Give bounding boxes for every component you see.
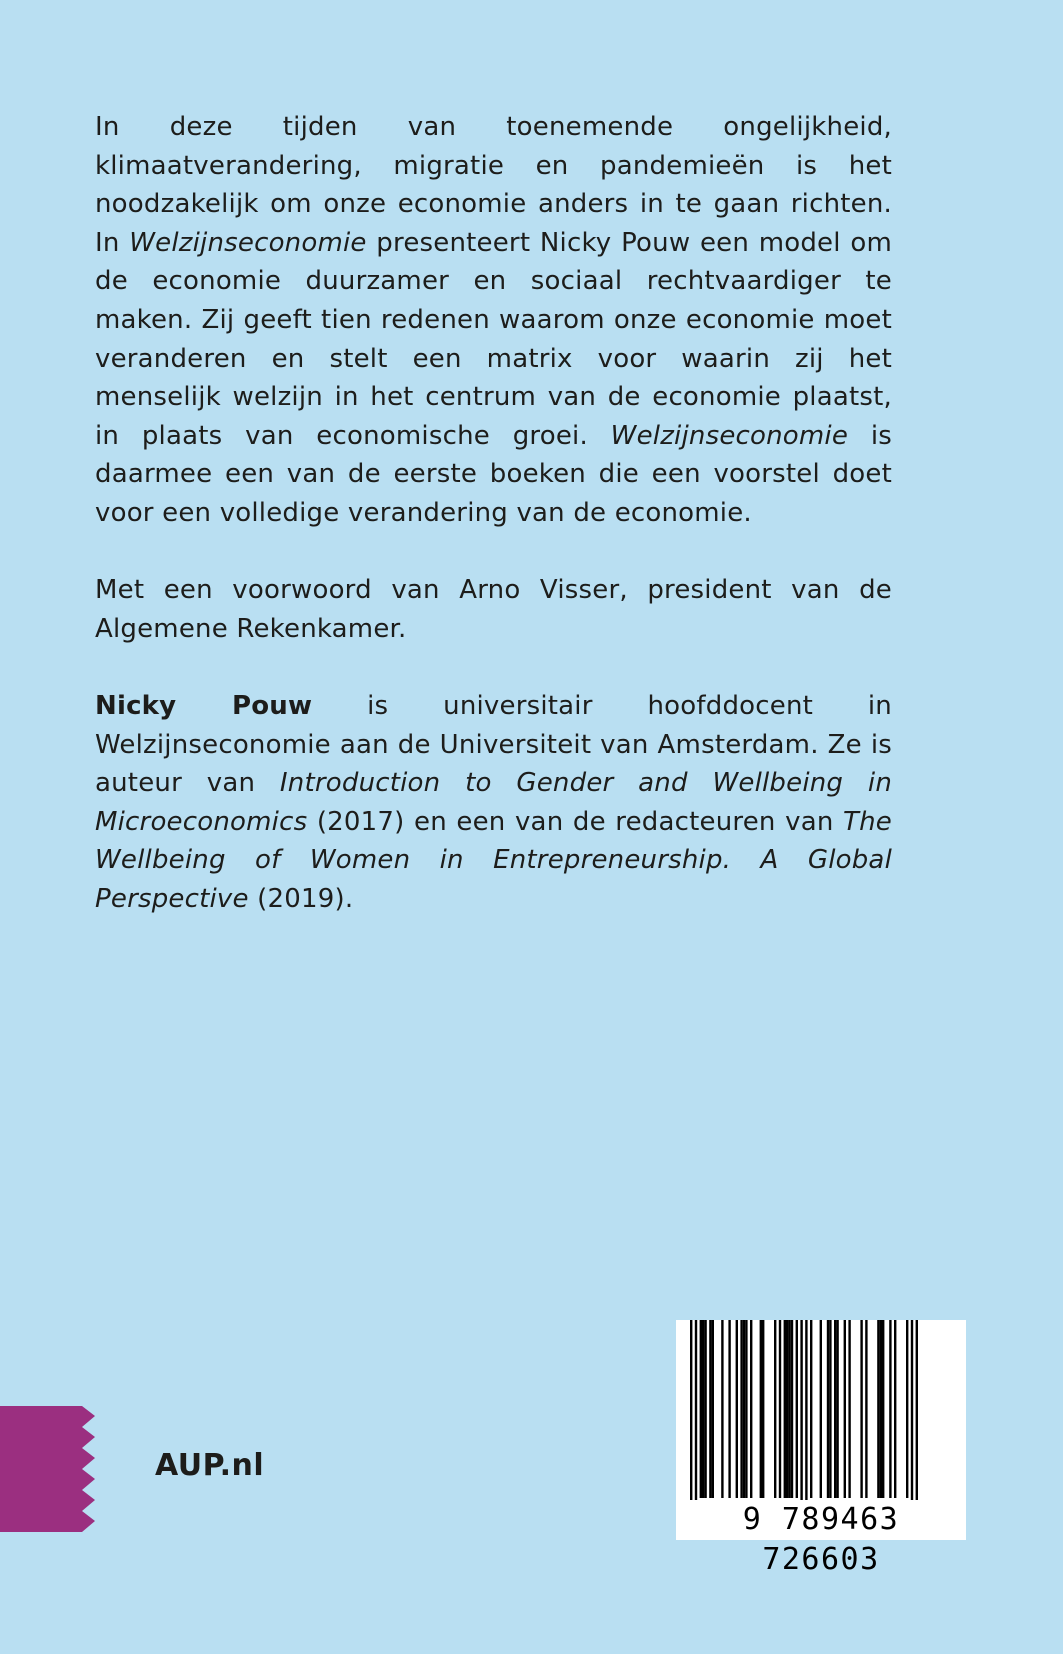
barcode-bar <box>836 1320 838 1498</box>
barcode-bar <box>736 1320 738 1498</box>
barcode-bar <box>704 1320 706 1498</box>
barcode-bar <box>784 1320 786 1498</box>
author-name: Nicky Pouw <box>95 690 313 721</box>
barcode-bar <box>700 1320 702 1498</box>
summary-text-2: presenteert Nicky Pouw een model om de economie duurzamer en sociaal rechtvaardiger te maken. Zij geeft tien redenen waarom onze economie moet veranderen en stelt een matrix voor waarin zij het menselijk welzijn in het centrum van de economie plaatst, in plaats van economische groei. <box>95 227 892 451</box>
barcode-bar <box>827 1320 829 1498</box>
barcode-bar <box>709 1320 711 1498</box>
barcode-bar <box>743 1320 745 1498</box>
bio-text-2: (2017) en een van de redacteuren van <box>307 806 844 837</box>
barcode-bar <box>805 1320 807 1502</box>
barcode-bar <box>800 1320 802 1502</box>
barcode-bar <box>702 1320 704 1498</box>
barcode-bar <box>750 1320 752 1498</box>
barcode-bar <box>829 1320 831 1498</box>
barcode-bar <box>791 1320 793 1498</box>
barcode-bar <box>882 1320 884 1498</box>
bio-text-3: (2019). <box>248 883 354 914</box>
summary-text-1: In deze tijden van toenemende ongelijkheid, klimaatverandering, migratie en pandemieën is het noodzakelijk om onze economie anders in te gaan richten. In <box>95 112 892 258</box>
barcode-bar <box>916 1320 918 1502</box>
summary-text-3: is daarmee een van de eerste boeken die een voorstel doet voor een volledige verandering van de economie. <box>95 420 892 528</box>
author-bio <box>95 687 892 919</box>
barcode-bar <box>894 1320 896 1498</box>
barcode-bar <box>834 1320 836 1498</box>
book-title-italic: Welzijnseconomie <box>610 420 849 451</box>
barcode-bar <box>889 1320 891 1498</box>
barcode-bar <box>774 1320 776 1498</box>
bio-text-1: is universitair hoofddocent in Welzijnseconomie aan de Universiteit van Amsterdam. Ze is auteur van <box>95 690 892 799</box>
isbn-number: 9 789463 726603 <box>676 1500 966 1540</box>
barcode-bar <box>788 1320 790 1498</box>
barcode-bar <box>760 1320 762 1498</box>
barcode-bar <box>906 1320 908 1498</box>
barcode-bar <box>721 1320 723 1498</box>
publisher-tab-mark <box>0 1406 95 1532</box>
barcode-bar <box>762 1320 764 1498</box>
barcode-bar <box>690 1320 692 1502</box>
barcode-bar <box>712 1320 714 1498</box>
foreword-note: Met een voorwoord van Arno Visser, president van de Algemene Rekenkamer. <box>95 575 892 644</box>
back-cover-blurb <box>95 108 892 957</box>
barcode-bar <box>796 1320 798 1498</box>
publication-title: Introduction to Gender and Wellbeing in Microeconomics <box>95 768 893 837</box>
summary-paragraph <box>95 108 892 533</box>
book-title-italic: Welzijnseconomie <box>129 227 367 258</box>
barcode-bar <box>779 1320 781 1498</box>
barcode-bar <box>844 1320 846 1498</box>
barcode-bar <box>911 1320 913 1502</box>
barcode-bar <box>740 1320 742 1498</box>
barcode-bar <box>820 1320 822 1498</box>
barcode-bar <box>695 1320 697 1502</box>
barcode-bar <box>848 1320 850 1498</box>
barcode-bars <box>676 1320 966 1502</box>
barcode-bar <box>880 1320 882 1498</box>
barcode-bar <box>786 1320 788 1498</box>
barcode-bar <box>745 1320 747 1498</box>
barcode-bar <box>810 1320 812 1498</box>
publisher-website: AUP.nl <box>155 1448 265 1483</box>
barcode-bar <box>860 1320 862 1498</box>
barcode-bar <box>877 1320 879 1498</box>
barcode-bar <box>865 1320 867 1498</box>
publication-title: The Wellbeing of Women in Entrepreneurship. A Global Perspective <box>95 806 892 914</box>
barcode-bar <box>728 1320 730 1498</box>
